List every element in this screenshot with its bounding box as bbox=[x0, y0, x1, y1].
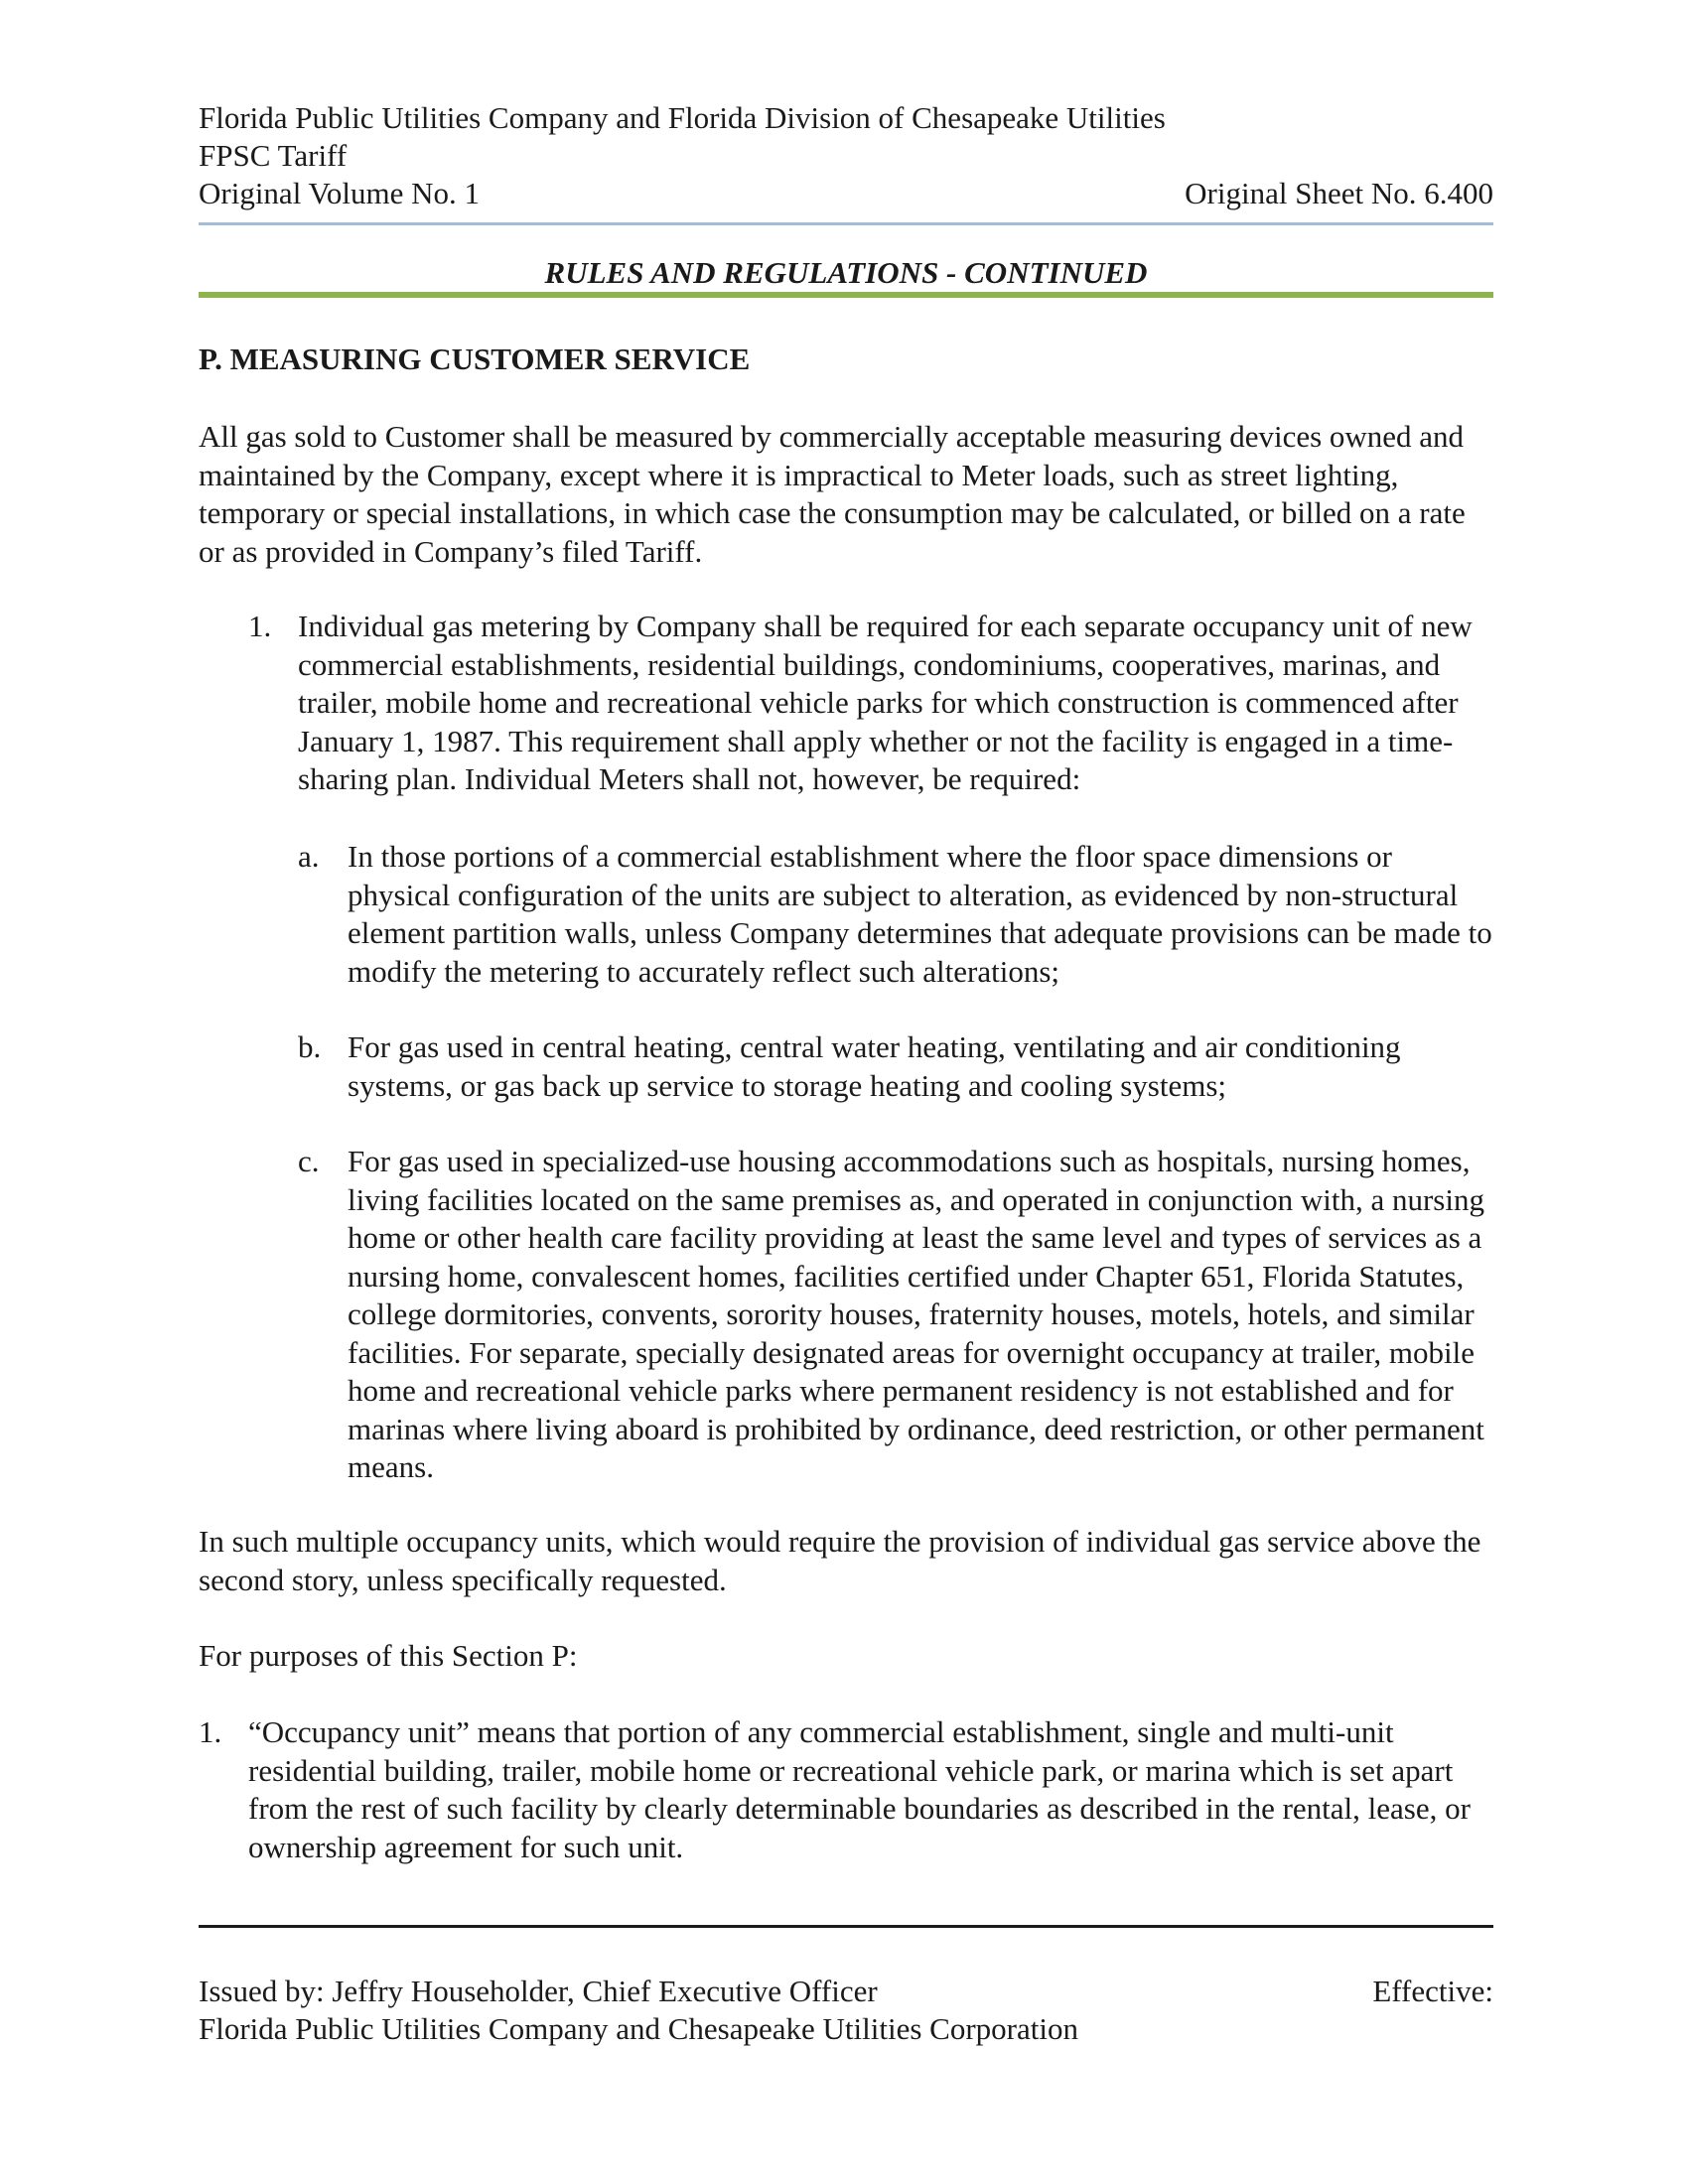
list-marker: 1. bbox=[248, 609, 272, 643]
section-title: P. MEASURING CUSTOMER SERVICE bbox=[199, 341, 751, 376]
sub-list-marker: b. bbox=[298, 1029, 322, 1064]
sub-list-item-text: In those portions of a commercial establishment where the floor space dimensions or physical configuration of the units are subject to alteration, as evidenced by non-structural element partition walls, unless Company determines that adequate provisions can be made to modify the metering to accurately reflect such alterations; bbox=[348, 839, 1492, 989]
purposes-paragraph: For purposes of this Section P: bbox=[199, 1638, 578, 1673]
multiple-units-paragraph: In such multiple occupancy units, which would require the provision of individual gas service above the second story, unless specifically requested. bbox=[199, 1524, 1481, 1597]
sub-list-marker: a. bbox=[298, 839, 320, 874]
header-sheet-number: Original Sheet No. 6.400 bbox=[1185, 176, 1493, 210]
footer-rule bbox=[199, 1925, 1493, 1928]
definition-item bbox=[199, 1713, 1493, 1866]
header-rule bbox=[199, 222, 1493, 225]
banner-rule bbox=[199, 292, 1493, 298]
tariff-page bbox=[199, 0, 1493, 2184]
sub-list-item bbox=[298, 838, 1493, 991]
footer-effective: Effective: bbox=[1372, 1974, 1493, 2008]
header-volume: Original Volume No. 1 bbox=[199, 176, 481, 210]
sub-list-item bbox=[298, 1028, 1493, 1105]
sub-list-item-text: For gas used in specialized-use housing accommodations such as hospitals, nursing homes, living facilities located on the same premises as, and operated in conjunction with, a nursing home or other health care facility providing at least the same level and types of services as a nursing home, convalescent homes, facilities certified under Chapter 651, Florida Statutes, college dormitories, convents, sorority houses, fraternity houses, motels, hotels, and similar facilities. For separate, specially designated areas for overnight occupancy at trailer, mobile home and recreational vehicle parks where permanent residency is not established and for marinas where living aboard is prohibited by ordinance, deed restriction, or other permanent means. bbox=[348, 1144, 1484, 1484]
definition-text: “Occupancy unit” means that portion of any commercial establishment, single and multi-unit residential building, trailer, mobile home or recreational vehicle park, or marina which is set apart from the rest of such facility by clearly determinable boundaries as described in the rental, lease, or ownership agreement for such unit. bbox=[248, 1714, 1471, 1864]
header-tariff: FPSC Tariff bbox=[199, 138, 348, 173]
list-item bbox=[248, 608, 1493, 799]
rules-banner: RULES AND REGULATIONS - CONTINUED bbox=[544, 255, 1148, 290]
sub-list-item bbox=[298, 1143, 1493, 1487]
sub-list-item-text: For gas used in central heating, central water heating, ventilating and air conditioning systems, or gas back up service to storage heating and cooling systems; bbox=[348, 1029, 1401, 1103]
list-item-text: Individual gas metering by Company shall be required for each separate occupancy unit of new commercial establishments, residential buildings, condominiums, cooperatives, marinas, and trailer, mobile home and recreational vehicle parks for which construction is commenced after January 1, 1987. This requirement shall apply whether or not the facility is engaged in a time-sharing plan. Individual Meters shall not, however, be required: bbox=[298, 609, 1473, 796]
header-company: Florida Public Utilities Company and Florida Division of Chesapeake Utilities bbox=[199, 100, 1166, 135]
footer-issued-by: Issued by: Jeffry Householder, Chief Executive Officer bbox=[199, 1974, 878, 2008]
definition-marker: 1. bbox=[199, 1714, 222, 1749]
intro-paragraph: All gas sold to Customer shall be measured by commercially acceptable measuring devices owned and maintained by the Company, except where it is impractical to Meter loads, such as street lighting, temporary or special installations, in which case the consumption may be calculated, or billed on a rate or as provided in Company’s filed Tariff. bbox=[199, 419, 1466, 569]
sub-list-marker: c. bbox=[298, 1144, 320, 1178]
footer-company: Florida Public Utilities Company and Chesapeake Utilities Corporation bbox=[199, 2011, 1078, 2046]
